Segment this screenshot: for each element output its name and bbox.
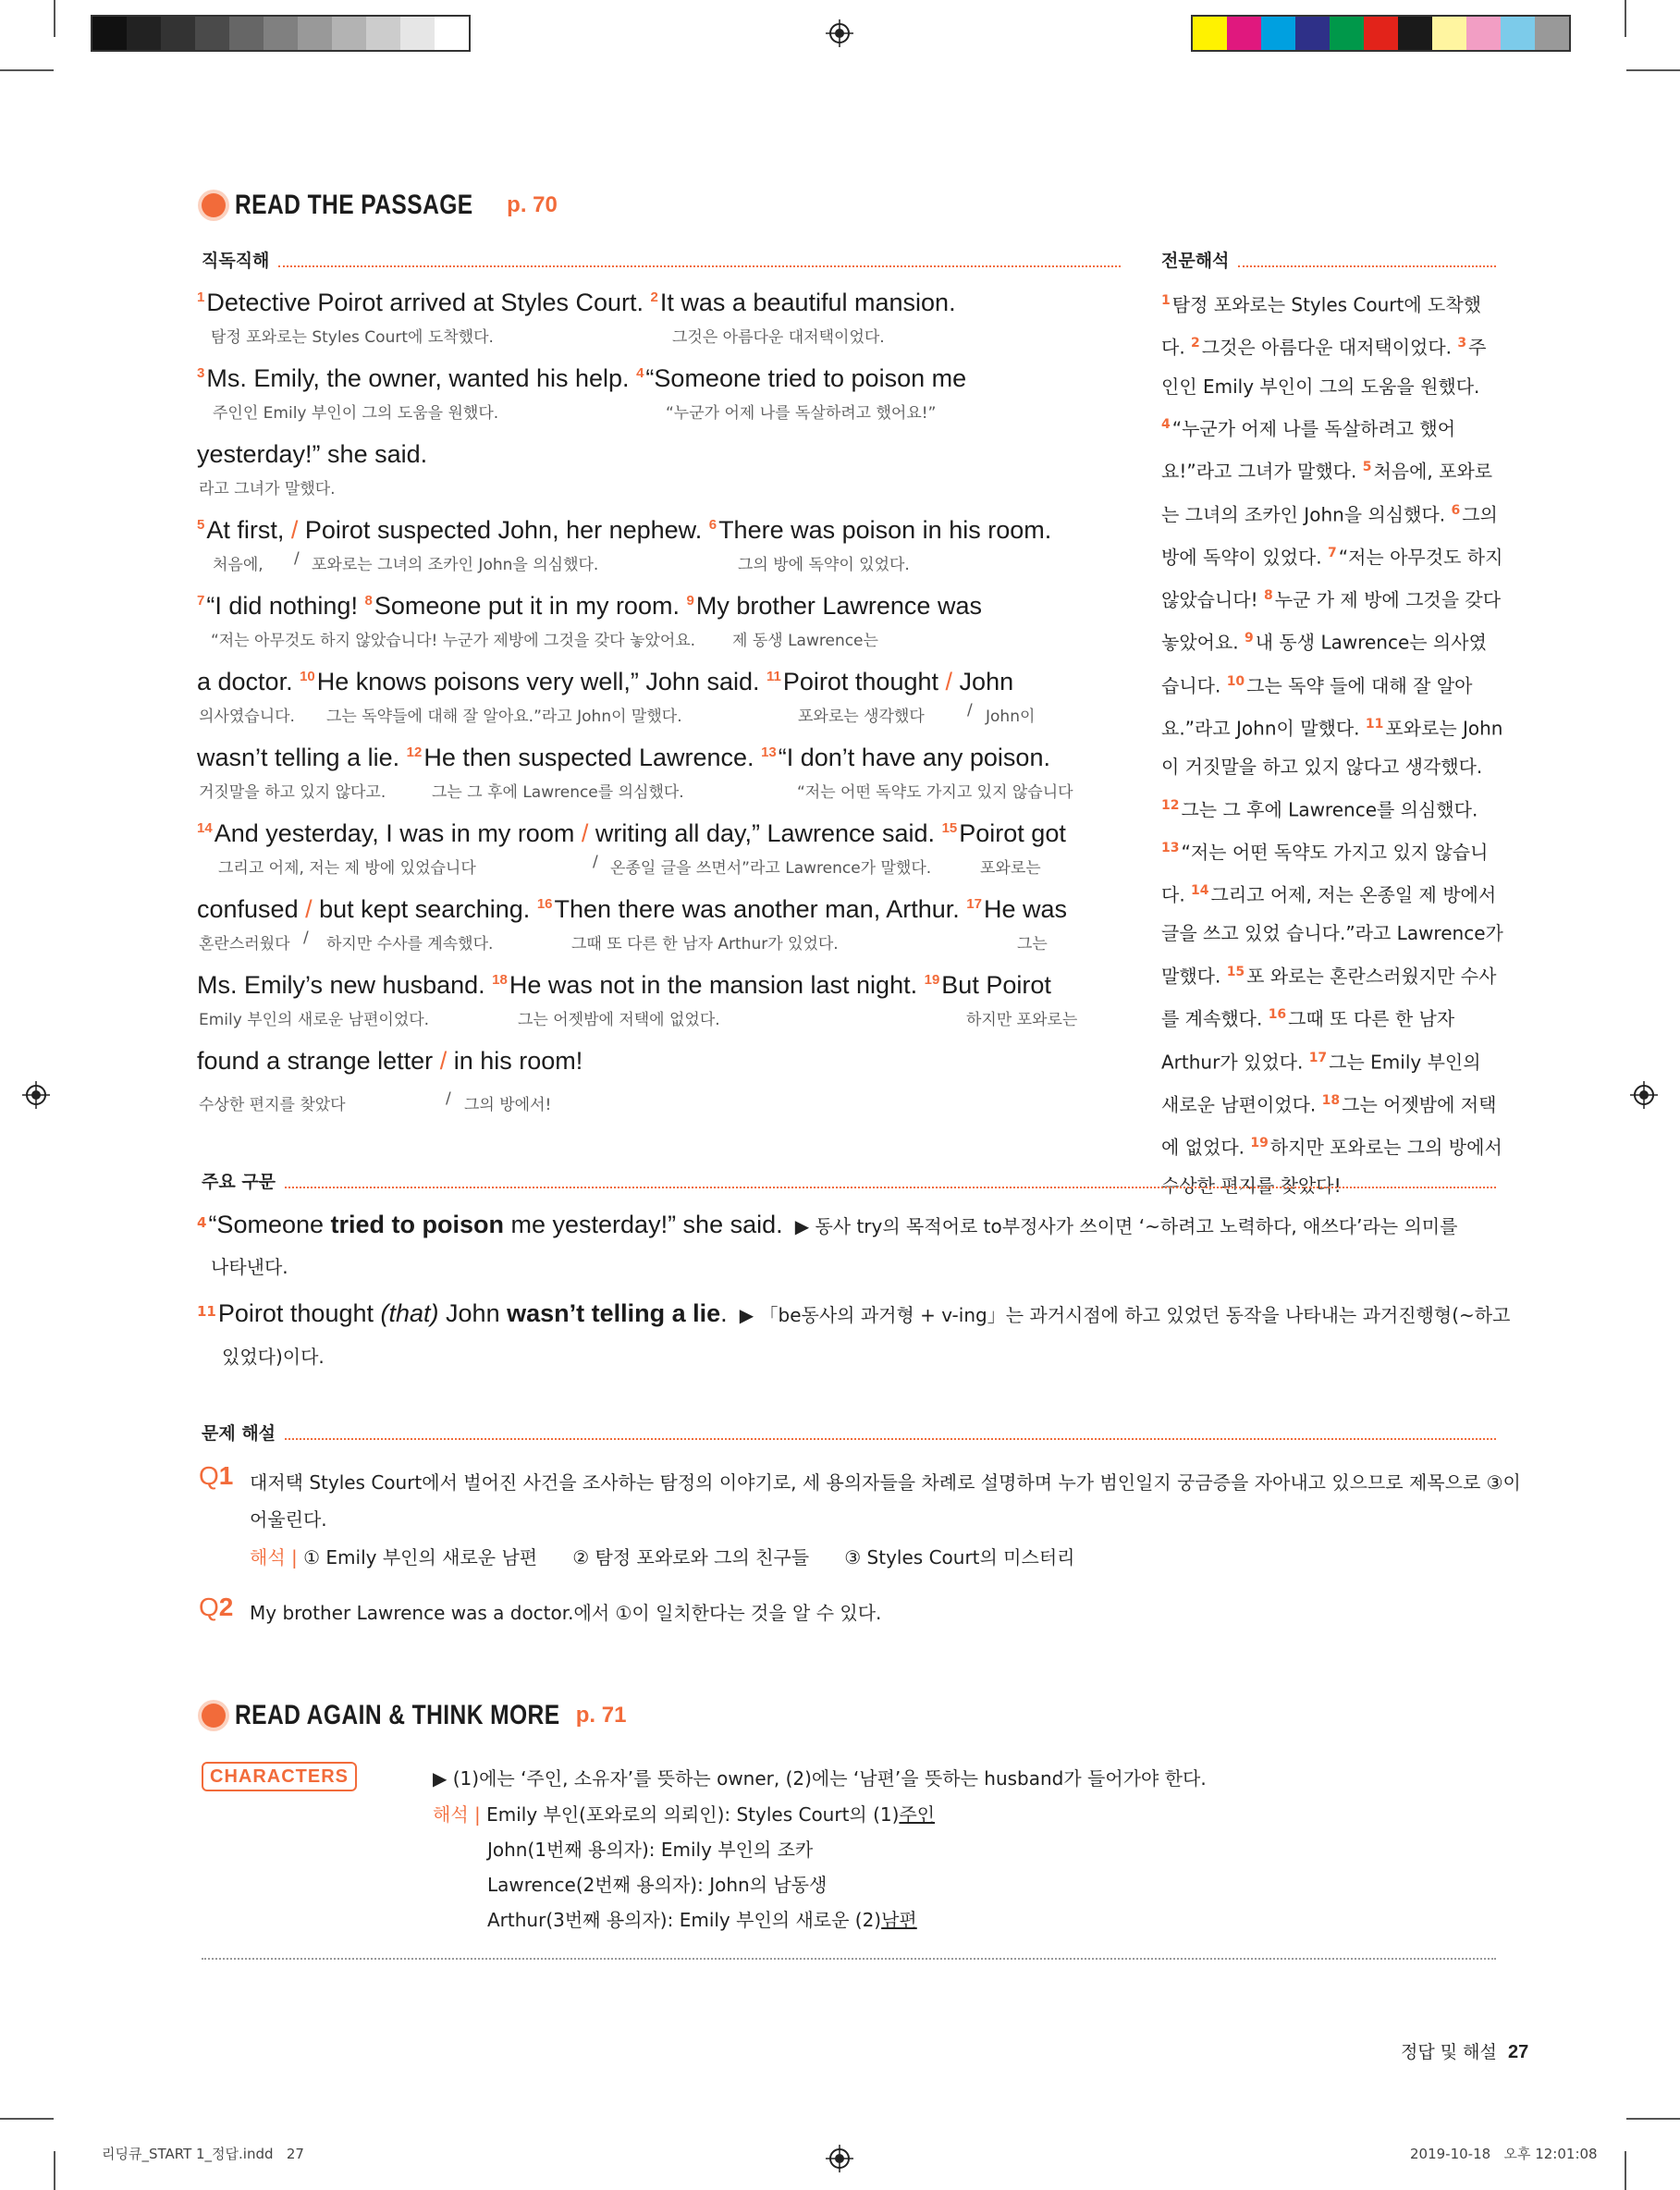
translation-segment: 포와로는 John이 거짓말을 하고 있지 (1161, 717, 1503, 779)
sentence-number: 19 (1250, 1136, 1269, 1151)
section-header-read-again (202, 1700, 626, 1731)
translation-segment: 어제, 저는 온종일 제 방에서 글을 쓰고 있었 (1161, 883, 1497, 945)
passage-gloss: John이 (986, 707, 1036, 726)
sentence-number: 7 (1328, 545, 1337, 560)
translation-segment: “저는 어떤 (1181, 841, 1274, 864)
sentence-number: 5 (1362, 460, 1372, 475)
sentence-number: 2 (1191, 336, 1200, 351)
full-translation-text (1161, 282, 1503, 1206)
passage-line: found a strange letter / in his room! (197, 1047, 583, 1075)
passage-gloss: “누군가 어제 나를 독살하려고 했어요!” (666, 404, 937, 423)
sentence-number: 14 (1191, 883, 1209, 899)
sentence-number: 6 (1451, 502, 1461, 518)
crop-mark (54, 2151, 55, 2190)
translation-segment: 그는 Emily 부인의 새로운 남편이었다. (1161, 1051, 1481, 1116)
passage-gloss: 거짓말을 하고 있지 않다고. (199, 783, 386, 802)
section-title: READ AGAIN & THINK MORE (235, 1700, 560, 1730)
passage-gloss: 그의 방에 독약이 있었다. (738, 556, 910, 574)
passage-gloss: 포와로는 그녀의 조카인 John을 의심했다. (312, 556, 599, 574)
translation-segment: 의심했다. (1367, 503, 1452, 526)
translation-segment: 가 제 방에 그것을 갖다 놓았어요. (1161, 588, 1502, 654)
translation-segment: 않다고 생각했다. (1345, 756, 1483, 779)
characters-line: Lawrence(2번째 용의자): John의 남동생 (487, 1874, 828, 1896)
chunk-slash: / (446, 1089, 451, 1108)
passage-gloss: 그는 어젯밤에 저택에 없었다. (518, 1011, 720, 1029)
translation-segment: 주인인 Emily 부인이 그의 도움을 (1161, 336, 1487, 398)
translation-segment: 그것은 아름다운 대저택이었다. (1201, 336, 1458, 359)
syntax-item: 11Poirot thought (that) John wasn’t telling a lie. ▶ 「be동사의 과거형 + v-ing」는 과거시점에 하고 있었던 동작을 나타내는 과거진행형(~하고 (197, 1299, 1511, 1327)
translation-segment: 포와로는 그의 방에서 수상한 편지를 찾았다! (1161, 1136, 1502, 1198)
passage-line: confused / but kept searching. $^{16}$Then there was another man, Arthur. $^{17}$He was (197, 895, 1067, 923)
translation-segment: 습니다.”라고 Lawrence가 말했다. (1161, 922, 1503, 988)
crop-mark (54, 0, 55, 37)
passage-gloss: 그는 독약들에 대해 잘 알아요.”라고 John이 말했다. (326, 707, 682, 726)
bullet-dot-icon (202, 1704, 226, 1728)
translation-segment: 했어요!”라고 그녀가 말했다. (1161, 417, 1456, 483)
characters-label: CHARACTERS (202, 1762, 357, 1791)
sentence-number: 3 (1457, 336, 1467, 351)
passage-gloss: “저는 아무것도 하지 않았습니다! 누군가 제방에 그것을 갖다 놓았어요. (211, 632, 696, 650)
chunk-slash: / (303, 929, 309, 947)
translation-segment: “누군가 어제 나를 독살하려고 (1171, 417, 1420, 440)
characters-line: John(1번째 용의자): Emily 부인의 조카 (487, 1839, 814, 1861)
sentence-number: 16 (1268, 1007, 1287, 1023)
slug-left: 리딩큐_START 1_정답.indd 27 (102, 2146, 304, 2162)
translation-segment: 그때 또 다른 한 남자 Arthur가 있었다. (1161, 1007, 1455, 1074)
sentence-number: 1 (1161, 293, 1171, 308)
translation-segment: 내 동생 (1255, 632, 1321, 654)
q2-explanation: My brother Lawrence was a doctor.에서 ①이 일치한다는 것을 알 수 있다. (250, 1602, 882, 1624)
translation-segment: 탐정 포와로는 Styles Court에 도착했 (1171, 293, 1481, 316)
sentence-number: 17 (1308, 1050, 1328, 1065)
passage-gloss: 제 동생 Lawrence는 (732, 632, 878, 650)
sentence-number: 13 (1161, 840, 1180, 855)
passage-line: $^{14}$And yesterday, I was in my room / writing all day,” Lawrence said. $^{15}$Poirot got (197, 819, 1066, 847)
page-footer: 정답 및 해설 27 (1401, 2042, 1529, 2062)
chunk-slash: / (294, 549, 300, 568)
passage-line: $^3$Ms. Emily, the owner, wanted his help. $^4$“Someone tried to poison me (197, 364, 967, 392)
section-header-read-passage (202, 190, 558, 221)
q1-explanation-cont: 어울린다. (250, 1508, 327, 1531)
translation-segment: 그의 방에 독약이 있었다. (1161, 503, 1498, 569)
slug-right: 2019-10-18 오후 12:01:08 (1410, 2146, 1598, 2162)
sentence-number: 11 (1365, 716, 1384, 732)
chunk-slash: / (967, 701, 973, 720)
sentence-number: 4 (1161, 417, 1171, 433)
passage-gloss: “저는 어떤 독약도 가지고 있지 않습니다 (797, 783, 1073, 802)
passage-gloss: 그리고 어제, 저는 제 방에 있었습니다 (218, 859, 476, 878)
passage-gloss: 포와로는 생각했다 (798, 707, 925, 726)
passage-gloss: 그의 방에서! (464, 1096, 552, 1114)
crop-mark (1626, 2118, 1680, 2120)
passage-gloss: 탐정 포와로는 Styles Court에 도착했다. (211, 328, 494, 347)
passage-gloss: 그때 또 다른 한 남자 Arthur가 있었다. (571, 935, 839, 954)
syntax-note: 있었다)이다. (222, 1346, 325, 1368)
section-title: READ THE PASSAGE (235, 190, 473, 220)
passage-gloss: 혼란스러웠다 (199, 935, 290, 954)
passage-gloss: 그것은 아름다운 대저택이었다. (672, 328, 885, 347)
section-page-ref: p. 71 (575, 1703, 627, 1728)
q1-explanation: 대저택 Styles Court에서 벌어진 사건을 조사하는 탐정의 이야기로, 세 용의자들을 차례로 설명하며 누가 범인일지 궁금증을 자아내고 있으므로 제목으로 ③이 (250, 1471, 1521, 1494)
translation-segment: 와로는 혼란스러웠지만 수사를 계속했다. (1161, 965, 1497, 1030)
passage-gloss: 하지만 포와로는 (966, 1011, 1078, 1029)
translation-segment: 그는 어젯밤에 저택에 없었다. (1161, 1093, 1497, 1159)
characters-line: 해석 | Emily 부인(포와로의 의뢰인): Styles Court의 (1)주인 (433, 1803, 936, 1826)
syntax-item: 4“Someone tried to poison me yesterday!” she said. ▶ 동사 try의 목적어로 to부정사가 쓰이면 ‘~하려고 노력하다, 애쓰다’라는 의미를 (197, 1211, 1458, 1238)
q1-translation: 해석 | ① Emily 부인의 새로운 남편 ② 탐정 포와로와 그의 친구들 ③ Styles Court의 미스터리 (250, 1546, 1075, 1569)
translation-segment: 그리고 (1210, 883, 1270, 906)
crop-mark (1625, 0, 1626, 37)
crop-mark (1626, 69, 1680, 71)
translation-segment: “저는 아무것도 하지 않았습니다! (1161, 546, 1503, 611)
passage-gloss: 포와로는 (980, 859, 1041, 878)
passage-gloss: 의사였습니다. (199, 707, 295, 726)
sentence-number: 10 (1226, 673, 1245, 689)
sentence-number: 9 (1245, 631, 1254, 646)
passage-gloss: 라고 그녀가 말했다. (199, 480, 336, 498)
bottom-divider (202, 1958, 1496, 1960)
characters-line: Arthur(3번째 용의자): Emily 부인의 새로운 (2)남편 (487, 1909, 917, 1931)
translation-segment: 포 (1246, 965, 1270, 988)
translation-segment: 그는 독약 (1246, 674, 1331, 697)
passage-gloss: 처음에, (213, 556, 264, 574)
translation-segment: 하지만 (1269, 1136, 1331, 1159)
translation-segment: Lawrence는 의사였습니다. (1161, 632, 1487, 697)
crop-mark (0, 2118, 54, 2120)
passage-gloss: 그는 (1017, 935, 1048, 954)
passage-gloss: 수상한 편지를 찾았다 (199, 1096, 346, 1114)
sentence-number: 12 (1161, 797, 1180, 813)
registration-mark-icon (826, 19, 853, 47)
translation-segment: 그는 그 후에 (1181, 798, 1289, 821)
subheading-explanation: 문제 해설 (202, 1420, 1496, 1445)
passage-line: $^5$At first, / Poirot suspected John, her nephew. $^6$There was poison in his room. (197, 516, 1052, 544)
sentence-number: 8 (1263, 588, 1273, 604)
translation-segment: 다. (1161, 336, 1192, 359)
passage-gloss: 온종일 글을 쓰면서”라고 Lawrence가 말했다. (610, 859, 932, 878)
crop-mark (0, 69, 54, 71)
passage-line: wasn’t telling a lie. $^{12}$He then suspected Lawrence. $^{13}$“I don’t have any poison. (197, 744, 1050, 771)
question-label-q1: Q1 (199, 1461, 234, 1490)
syntax-note: 나타낸다. (211, 1256, 288, 1278)
subheading-direct-translation: 직독직해 (202, 247, 1121, 272)
grayscale-bar (91, 15, 471, 52)
passage-gloss: 그는 그 후에 Lawrence를 의심했다. (432, 783, 684, 802)
passage-gloss: 주인인 Emily 부인이 그의 도움을 원했다. (213, 404, 499, 423)
subheading-key-syntax: 주요 구문 (202, 1168, 1496, 1193)
passage-gloss: 하지만 수사를 계속했다. (326, 935, 494, 954)
crop-mark (1625, 2151, 1626, 2190)
passage-line: yesterday!” she said. (197, 440, 428, 468)
registration-mark-icon (826, 2145, 853, 2172)
section-page-ref: p. 70 (507, 192, 558, 217)
registration-mark-icon (22, 1081, 50, 1109)
subheading-full-translation: 전문해석 (1161, 247, 1496, 272)
passage-line: $^7$“I did nothing! $^8$Someone put it in my room. $^9$My brother Lawrence was (197, 592, 982, 620)
translation-segment: 독약도 가지고 있지 않습니다. (1161, 841, 1489, 906)
characters-note: ▶ (1)에는 ‘주인, 소유자’를 뜻하는 owner, (2)에는 ‘남편’을 뜻하는 husband가 들어가야 한다. (433, 1767, 1207, 1790)
translation-segment: Lawrence를 의심했다. (1288, 798, 1478, 821)
sentence-number: 15 (1226, 965, 1245, 980)
sentence-number: 18 (1321, 1092, 1341, 1108)
color-bar (1191, 15, 1571, 52)
translation-segment: 처음에, 포와로는 그녀의 조카인 John을 (1161, 461, 1493, 526)
translation-segment: 원했다. (1420, 375, 1480, 398)
passage-line: Ms. Emily’s new husband. $^{18}$He was not in the mansion last night. $^{19}$But Poirot (197, 971, 1051, 999)
registration-mark-icon (1630, 1081, 1658, 1109)
question-label-q2: Q2 (199, 1593, 234, 1621)
translation-segment: 들에 대해 잘 알아요.”라고 John이 말했다. (1161, 674, 1473, 740)
passage-gloss: Emily 부인의 새로운 남편이었다. (199, 1011, 430, 1029)
translation-segment: 누군 (1274, 588, 1317, 611)
passage-line: $^1$Detective Poirot arrived at Styles Court. $^2$It was a beautiful mansion. (197, 289, 956, 316)
bullet-dot-icon (202, 193, 226, 217)
passage-line: a doctor. $^{10}$He knows poisons very well,” John said. $^{11}$Poirot thought / John (197, 668, 1014, 695)
chunk-slash: / (593, 853, 598, 871)
